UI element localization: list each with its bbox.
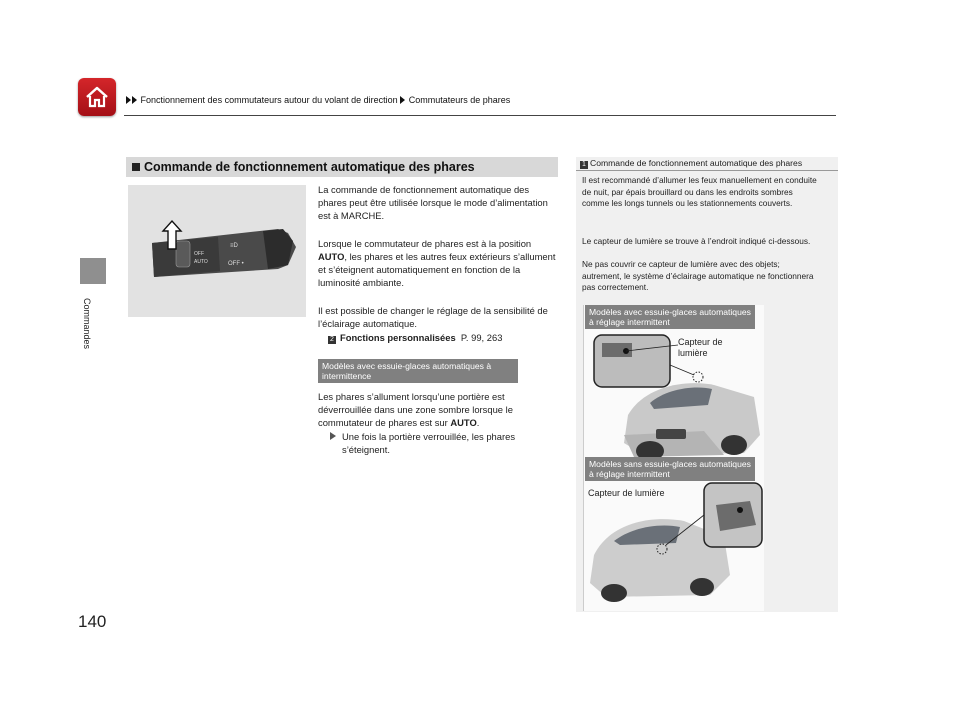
xref-icon: 2 [328, 336, 336, 344]
model-label-with-auto-wipers: Modèles avec essuie-glaces automatiques à réglage intermittent [585, 305, 755, 329]
breadcrumb [126, 95, 510, 105]
chevron-right-icon [132, 96, 137, 104]
chapter-label [74, 298, 98, 388]
intro-paragraph: La commande de fonctionnement automatique des phares peut être utilisée lorsque le mode d’alimentation est à MARCHE. [318, 184, 548, 221]
auto-position-paragraph [318, 237, 560, 289]
unlock-text-suffix: . [476, 417, 480, 428]
headlight-switch-photo [128, 185, 306, 317]
page-number: 140 [78, 612, 107, 631]
cross-reference-link[interactable] [328, 332, 502, 344]
breadcrumb-link-parent[interactable]: Fonctionnement des commutateurs autour du volant de direction [140, 95, 398, 105]
bullet-text: Une fois la portière verrouillée, les phares s’éteignent. [342, 431, 516, 455]
chapter-label-text: Commandes [82, 298, 92, 350]
auto-label: AUTO [318, 251, 345, 262]
sidebar-warning: Ne pas couvrir ce capteur de lumière avec des objets; autrement, le système d’éclairage automatique ne fonctionnera pas correctement. [582, 259, 814, 292]
auto-label-2: AUTO [450, 417, 477, 428]
note-icon: 1 [580, 161, 588, 169]
door-unlock-paragraph [318, 390, 560, 429]
section-title: Commande de fonctionnement automatique des phares [144, 160, 475, 174]
xref-pages: P. 99, 263 [460, 332, 503, 343]
model-label-without-auto-wipers: Modèles sans essuie-glaces automatiques à réglage intermittent [585, 457, 755, 481]
sidebar-title-text: Commande de fonctionnement automatique des phares [590, 158, 803, 168]
auto-text-suffix: , les phares et les autres feux extérieurs s’allument et s’éteignent automatiquement en fonction de la luminosité ambiante. [318, 251, 556, 288]
breadcrumb-current[interactable]: Commutateurs de phares [408, 95, 511, 105]
xref-title: Fonctions personnalisées [340, 332, 456, 343]
sidebar-recommendation: Il est recommandé d’allumer les feux manuellement en conduite de nuit, par épais brouillard ou dans les endroits sombres comme les longs tunnels ou les stationnements couverts. [582, 175, 817, 208]
svg-text:OFF •: OFF • [228, 261, 244, 267]
model-label-auto-wipers: Modèles avec essuie-glaces automatiques à intermittence [318, 359, 518, 383]
home-icon [83, 83, 111, 111]
headlight-lever-illustration [128, 185, 306, 317]
bullet-item [330, 430, 550, 456]
svg-text:OFF: OFF [194, 251, 204, 257]
sensor-callout-2: Capteur de lumière [588, 488, 665, 498]
sidebar-title [576, 157, 838, 171]
svg-text:≡D: ≡D [230, 243, 238, 249]
sidebar-sensor-location: Le capteur de lumière se trouve à l’endroit indiqué ci-dessous. [582, 236, 811, 246]
header-divider [124, 115, 836, 116]
unlock-text-prefix: Les phares s’allument lorsqu’une portière est déverrouillée dans une zone sombre lorsque le commutateur de phares est sur [318, 391, 513, 428]
auto-text-prefix: Lorsque le commutateur de phares est à la position [318, 238, 532, 249]
chevron-right-icon [400, 96, 405, 104]
home-button[interactable] [78, 78, 116, 116]
callout1-line2: lumière [678, 348, 708, 358]
sensor-callout-1 [678, 337, 723, 359]
chevron-right-icon [126, 96, 131, 104]
chapter-tab[interactable] [80, 258, 106, 284]
square-bullet-icon [132, 163, 140, 171]
triangle-bullet-icon [330, 432, 336, 440]
callout1-line1: Capteur de [678, 337, 723, 347]
section-heading [126, 157, 558, 177]
sensitivity-paragraph: Il est possible de changer le réglage de la sensibilité de l’éclairage automatique. [318, 305, 548, 329]
svg-text:AUTO: AUTO [194, 259, 208, 265]
